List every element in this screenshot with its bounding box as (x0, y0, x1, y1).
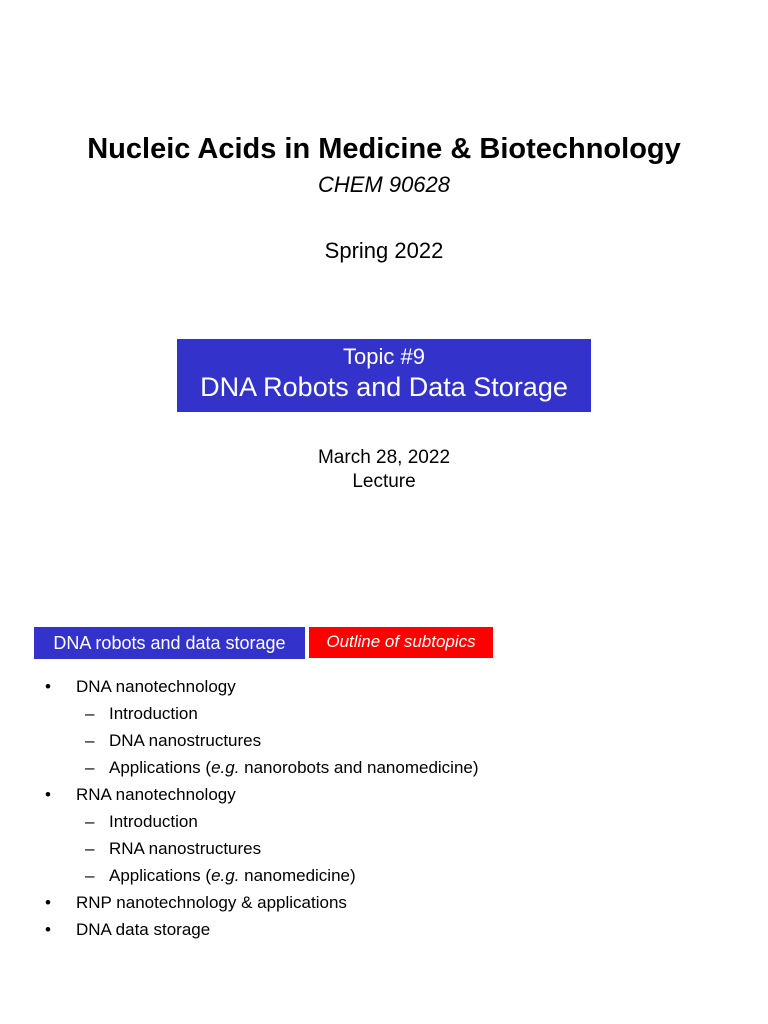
list-item-text: Introduction (109, 812, 198, 831)
bullet: • (45, 785, 51, 804)
topic-number: Topic #9 (343, 344, 425, 369)
bullet: • (45, 920, 51, 939)
bullet: – (85, 731, 95, 750)
lecture-date (0, 446, 768, 494)
list-item-text (109, 866, 356, 886)
course-code: CHEM 90628 (317, 172, 451, 197)
bullet: • (45, 893, 51, 912)
list-item-text: DNA nanotechnology (76, 677, 236, 696)
text-part: Applications ( (109, 866, 212, 885)
bullet: – (85, 812, 95, 831)
text-part: nanomedicine) (239, 866, 356, 885)
list-item-text: RNA nanostructures (109, 839, 262, 858)
bullet: – (85, 839, 95, 858)
list-item-text (109, 758, 479, 778)
list-item-text: Introduction (109, 704, 198, 723)
topic-tag: DNA robots and data storage (34, 627, 305, 659)
outline-tag: Outline of subtopics (309, 627, 493, 658)
text-part: e.g. (211, 866, 240, 885)
bullet: • (45, 677, 51, 696)
list-item-text: RNA nanotechnology (76, 785, 236, 804)
list-item-text: DNA nanostructures (109, 731, 262, 750)
list-item-text: RNP nanotechnology & applications (76, 893, 347, 912)
slide-title: Nucleic Acids in Medicine & Biotechnology (87, 133, 681, 165)
bullet: – (85, 758, 95, 777)
term: Spring 2022 (324, 238, 444, 263)
topic-name: DNA Robots and Data Storage (200, 372, 568, 402)
text-part: e.g. (211, 758, 240, 777)
text-part: nanorobots and nanomedicine) (239, 758, 479, 777)
bullet: – (85, 704, 95, 723)
text-part: Applications ( (109, 758, 212, 777)
list-item-text: DNA data storage (76, 920, 211, 939)
topic-box (177, 339, 591, 412)
bullet: – (85, 866, 95, 885)
session-type: Lecture (352, 471, 416, 492)
date: March 28, 2022 (317, 447, 451, 468)
